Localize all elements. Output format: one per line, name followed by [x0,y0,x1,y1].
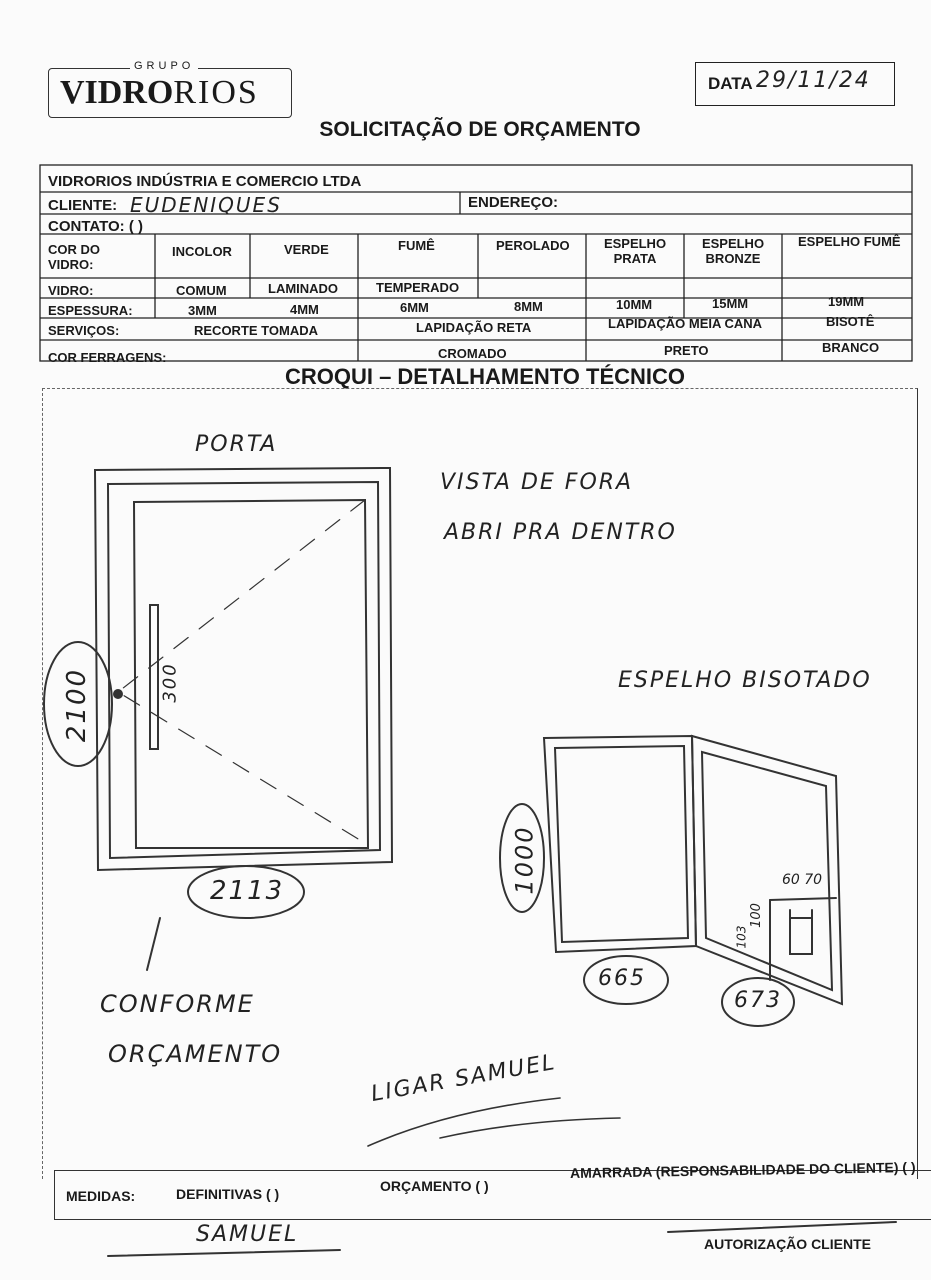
color-verde: VERDE [284,242,329,257]
door-width: 2113 [210,876,285,906]
hardware-cromado: CROMADO [438,346,507,361]
color-espelho-bronze: ESPELHO BRONZE [701,236,765,266]
door-hinge [114,690,122,698]
view-note-2: ABRI PRA DENTRO [444,520,677,545]
company-name: VIDRORIOS INDÚSTRIA E COMERCIO LTDA [48,173,362,190]
contact-label: CONTATO: ( ) [48,218,143,235]
mirror-left-outline [544,736,696,952]
client-label: CLIENTE: [48,197,118,214]
thickness-8mm: 8MM [514,299,543,314]
color-espelho-fume: ESPELHO FUMÊ [798,234,901,249]
logo-group-text: GRUPO [130,60,198,72]
cutout-v1: 100 [748,903,764,928]
client-value: EUDENIQUES [130,193,282,217]
note-conforme: CONFORME [100,990,255,1018]
mirror-height: 1000 [510,825,539,895]
service-lapidacao-reta: LAPIDAÇÃO RETA [416,320,532,335]
address-label: ENDEREÇO: [468,194,559,211]
service-recorte-tomada: RECORTE TOMADA [194,323,318,338]
measures-tied: AMARRADA (RESPONSABILIDADE DO CLIENTE) ( ) [569,1158,916,1182]
thickness-10mm: 10MM [616,297,653,312]
glass-temperado: TEMPERADO [376,280,460,295]
croqui-title: CROQUI – DETALHAMENTO TÉCNICO [284,364,686,389]
color-espelho-prata: ESPELHO PRATA [603,236,667,266]
thickness-19mm: 19MM [828,294,865,309]
door-label: PORTA [195,432,278,457]
note-ligar-samuel: LIGAR SAMUEL [369,1049,559,1108]
glass-laminado: LAMINADO [268,281,339,296]
service-bisote: BISOTÊ [826,314,875,329]
glass-label: VIDRO: [48,283,94,298]
thickness-4mm: 4MM [290,302,319,317]
view-note-1: VISTA DE FORA [440,470,634,495]
door-outline [95,468,392,870]
measures-definitive: DEFINITIVAS ( ) [176,1186,280,1202]
logo-brand-bold: VIDRO [60,74,174,111]
thickness-3mm: 3MM [188,303,217,318]
glass-comum: COMUM [176,283,227,298]
page-title: SOLICITAÇÃO DE ORÇAMENTO [319,118,641,141]
date-label: DATA [708,74,753,93]
hardware-preto: PRETO [664,343,709,358]
signature: SAMUEL [196,1222,299,1247]
hardware-label: COR FERRAGENS: [48,350,167,365]
thickness-6mm: 6MM [400,300,429,315]
mirror-width-left: 665 [598,966,646,991]
date-value: 29/11/24 [756,68,871,93]
color-fume: FUMÊ [398,238,435,253]
door-height: 2100 [62,667,93,743]
services-label: SERVIÇOS: [48,323,120,338]
logo-brand-light: RIOS [173,74,259,111]
measures-budget: ORÇAMENTO ( ) [380,1178,489,1194]
measures-label: MEDIDAS: [66,1188,136,1204]
note-orcamento: ORÇAMENTO [108,1040,283,1068]
color-perolado: PEROLADO [496,238,570,253]
glass-color-label: COR DO VIDRO: [48,242,100,272]
thickness-label: ESPESSURA: [48,303,133,318]
color-incolor: INCOLOR [172,244,232,259]
cutout-dims: 60 70 [782,872,823,888]
service-lapidacao-meia-cana: LAPIDAÇÃO MEIA CANA [608,316,763,331]
cutout-rect [790,918,812,954]
handle-length: 300 [159,662,181,703]
mirror-width-right: 673 [734,988,782,1013]
cutout-v2: 103 [734,925,749,949]
authorization-label: AUTORIZAÇÃO CLIENTE [704,1236,871,1252]
thickness-15mm: 15MM [712,296,749,311]
door-handle [150,605,158,749]
mirror-label: ESPELHO BISOTADO [618,668,872,693]
hardware-branco: BRANCO [822,340,880,355]
